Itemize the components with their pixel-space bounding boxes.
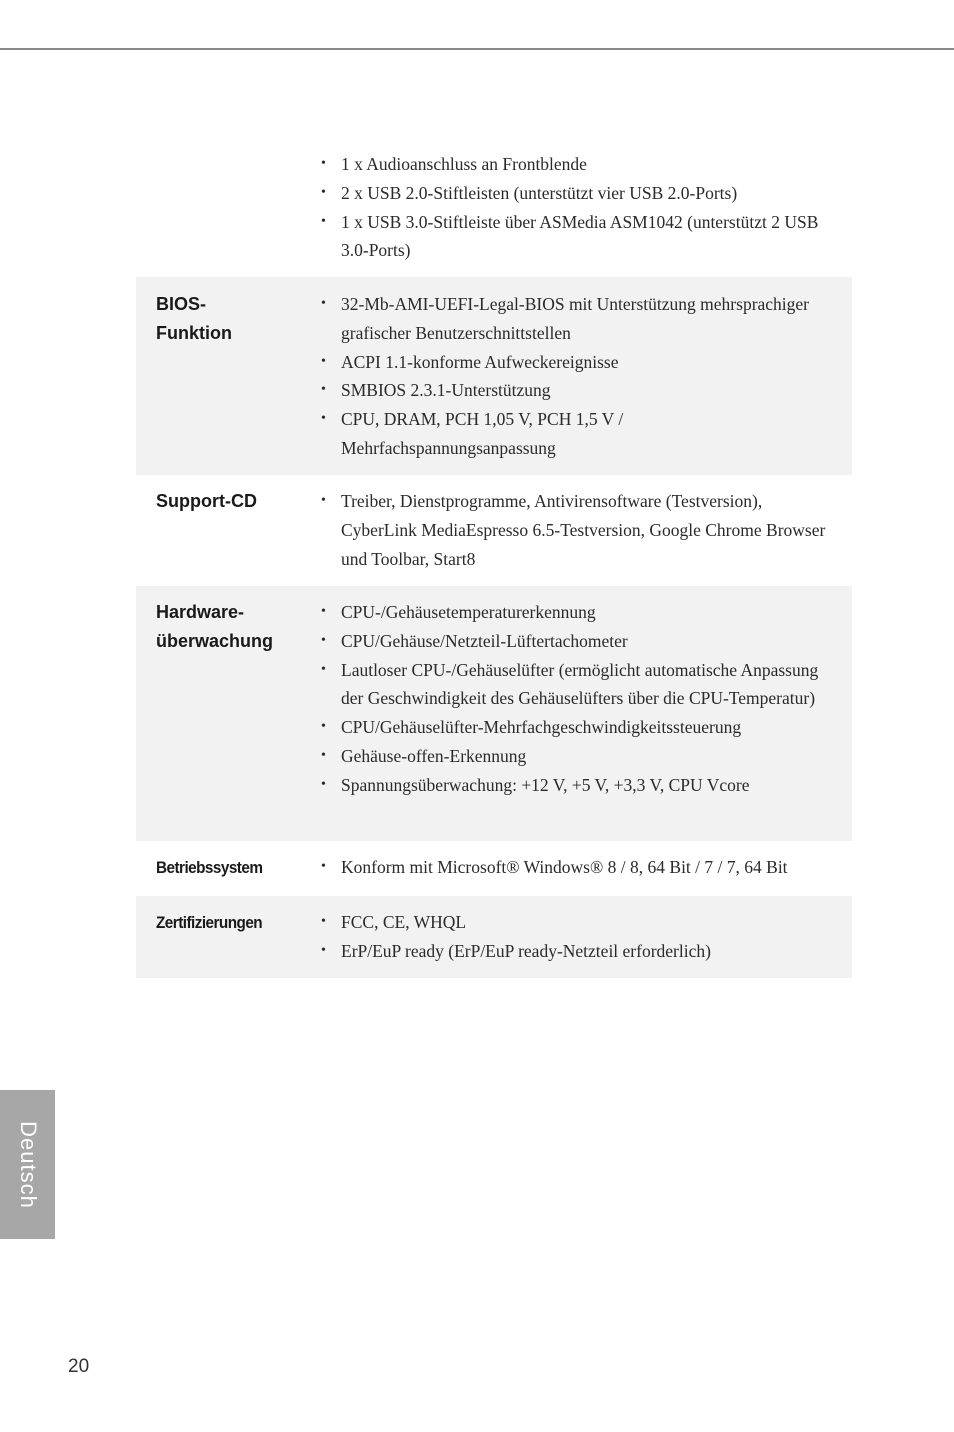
spec-label xyxy=(156,150,321,277)
spec-row-bios xyxy=(136,277,852,475)
bullet-icon: • xyxy=(321,411,326,427)
spec-row-operating-system xyxy=(136,841,852,896)
bullet-icon: • xyxy=(321,493,326,508)
label-line: überwachung xyxy=(156,631,274,651)
spec-item: • 2 x USB 2.0-Stiftleisten (unterstützt vier USB 2.0-Ports) xyxy=(321,179,830,208)
spec-item: • CPU-/Gehäusetemperaturerkennung xyxy=(321,598,830,627)
label-line: Funktion xyxy=(156,323,232,343)
language-tab xyxy=(0,1090,55,1239)
spec-item: • Spannungsüberwachung: +12 V, +5 V, +3,3 V, CPU Vcore xyxy=(321,771,830,800)
spec-label-support-cd: Support-CD xyxy=(156,491,257,511)
page-number: 20 xyxy=(68,1356,90,1377)
spec-item: • ACPI 1.1-konforme Aufweckereignisse xyxy=(321,348,830,377)
spec-item: • 32-Mb-AMI-UEFI-Legal-BIOS mit Unterstützung mehrsprachiger grafischer Benutzerschnittstellen xyxy=(321,290,830,348)
spec-label-hardware-monitoring xyxy=(156,598,321,841)
spec-item: • CPU/Gehäuse/Netzteil-Lüftertachometer xyxy=(321,627,830,656)
spec-label-certifications: Zertifizierungen xyxy=(156,913,263,932)
bullet-icon: • xyxy=(321,719,326,735)
bullet-icon: • xyxy=(321,296,326,311)
bullet-icon: • xyxy=(321,776,326,792)
bullet-icon: • xyxy=(321,661,326,677)
spec-item-list xyxy=(321,487,830,586)
spec-row-hardware-monitoring xyxy=(136,586,852,841)
header-rule xyxy=(0,48,954,50)
spec-item: • Lautloser CPU-/Gehäuselüfter (ermöglicht automatische Anpassung der Geschwindigkeit des Gehäuselüfters über die CPU-Temperatur) xyxy=(321,656,830,714)
bullet-icon: • xyxy=(321,942,326,958)
spec-item-list xyxy=(321,150,830,277)
bullet-icon: • xyxy=(321,914,326,929)
spec-item-list xyxy=(321,290,830,475)
spec-item: • CPU, DRAM, PCH 1,05 V, PCH 1,5 V / Mehrfachspannungsanpassung xyxy=(321,405,830,463)
spec-item: • FCC, CE, WHQL xyxy=(321,908,830,937)
bullet-icon: • xyxy=(321,859,326,874)
spec-label-bios xyxy=(156,290,321,475)
spec-row-certifications xyxy=(136,896,852,978)
spec-item: • 1 x Audioanschluss an Frontblende xyxy=(321,150,830,179)
language-tab-label: Deutsch xyxy=(15,1120,41,1209)
spec-item-list xyxy=(321,853,830,896)
bullet-icon: • xyxy=(321,156,326,171)
bullet-icon: • xyxy=(321,213,326,229)
spec-item: • Treiber, Dienstprogramme, Antivirensoftware (Testversion), CyberLink MediaEspresso 6.5-Testversion, Google Chrome Browser und Toolbar, Start8 xyxy=(321,487,830,573)
spec-item: • SMBIOS 2.3.1-Unterstützung xyxy=(321,376,830,405)
bullet-icon: • xyxy=(321,632,326,648)
spec-row-connectors-continued xyxy=(136,150,852,277)
spec-row-support-cd xyxy=(136,475,852,586)
spec-item: • CPU/Gehäuselüfter-Mehrfachgeschwindigkeitssteuerung xyxy=(321,713,830,742)
spec-item: • ErP/EuP ready (ErP/EuP ready-Netzteil erforderlich) xyxy=(321,937,830,966)
spec-item-list xyxy=(321,908,830,978)
bullet-icon: • xyxy=(321,353,326,369)
spec-item-list xyxy=(321,598,830,841)
label-line: BIOS- xyxy=(156,294,207,314)
spec-label-operating-system: Betriebssystem xyxy=(156,858,263,877)
label-line: Hardware- xyxy=(156,602,245,622)
bullet-icon: • xyxy=(321,184,326,200)
bullet-icon: • xyxy=(321,747,326,763)
spec-item: • Konform mit Microsoft® Windows® 8 / 8, 64 Bit / 7 / 7, 64 Bit xyxy=(321,853,830,882)
bullet-icon: • xyxy=(321,382,326,398)
bullet-icon: • xyxy=(321,604,326,619)
spec-table xyxy=(136,150,852,978)
spec-item: • Gehäuse-offen-Erkennung xyxy=(321,742,830,771)
spec-item: • 1 x USB 3.0-Stiftleiste über ASMedia ASM1042 (unterstützt 2 USB 3.0-Ports) xyxy=(321,208,830,266)
